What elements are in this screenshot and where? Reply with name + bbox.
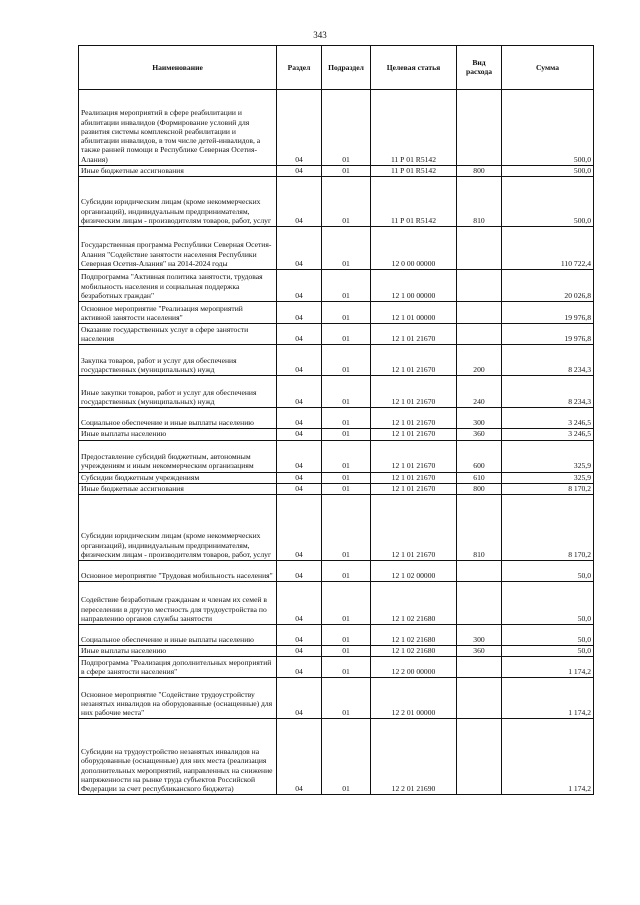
- cell-name: Государственная программа Республики Северная Осетия-Алания "Содействие занятости населения Республики Северная Осетия-Алания" на 2014-2024 годы: [79, 227, 277, 270]
- header-summa: Сумма: [502, 46, 594, 90]
- cell-podrazdel: 01: [322, 678, 371, 719]
- cell-podrazdel: 01: [322, 561, 371, 582]
- table-row: [79, 678, 594, 719]
- cell-celevaya: 12 1 02 21680: [371, 582, 457, 625]
- cell-name: Иные бюджетные ассигнования: [79, 483, 277, 494]
- cell-summa: 500,0: [502, 166, 594, 177]
- cell-podrazdel: 01: [322, 302, 371, 324]
- cell-summa: 8 234,3: [502, 376, 594, 408]
- cell-podrazdel: 01: [322, 472, 371, 483]
- header-podrazdel: Подраздел: [322, 46, 371, 90]
- cell-vid: 600: [457, 440, 502, 472]
- cell-razdel: 04: [277, 90, 322, 166]
- cell-celevaya: 12 1 01 21670: [371, 483, 457, 494]
- budget-table: [78, 45, 594, 795]
- cell-summa: 1 174,2: [502, 657, 594, 678]
- header-vid: Вид расхода: [457, 46, 502, 90]
- cell-name: Содействие безработным гражданам и членам их семей в переселении в другую местность для трудоустройства по направлению органов службы занятости: [79, 582, 277, 625]
- cell-summa: 3 246,5: [502, 408, 594, 429]
- table-row: [79, 166, 594, 177]
- cell-vid: 610: [457, 472, 502, 483]
- cell-vid: 240: [457, 376, 502, 408]
- cell-summa: 19 976,8: [502, 302, 594, 324]
- cell-vid: [457, 582, 502, 625]
- cell-podrazdel: 01: [322, 657, 371, 678]
- cell-celevaya: 12 1 01 00000: [371, 302, 457, 324]
- cell-celevaya: 12 1 01 21670: [371, 345, 457, 376]
- cell-celevaya: 12 2 01 00000: [371, 678, 457, 719]
- cell-summa: 325,9: [502, 472, 594, 483]
- cell-name: Подпрограмма "Реализация дополнительных мероприятий в сфере занятости населения": [79, 657, 277, 678]
- table-row: [79, 440, 594, 472]
- cell-name: Оказание государственных услуг в сфере занятости населения: [79, 324, 277, 345]
- cell-razdel: 04: [277, 408, 322, 429]
- cell-celevaya: 12 1 01 21670: [371, 324, 457, 345]
- cell-vid: 360: [457, 429, 502, 440]
- cell-name: Субсидии юридическим лицам (кроме некоммерческих организаций), индивидуальным предпринимателям, физическим лицам - производителям товаров, работ, услуг: [79, 177, 277, 227]
- header-razdel: Раздел: [277, 46, 322, 90]
- cell-name: Предоставление субсидий бюджетным, автономным учреждениям и иным некоммерческим организациям: [79, 440, 277, 472]
- cell-podrazdel: 01: [322, 429, 371, 440]
- cell-celevaya: 12 1 02 00000: [371, 561, 457, 582]
- cell-summa: 50,0: [502, 625, 594, 646]
- cell-podrazdel: 01: [322, 376, 371, 408]
- cell-razdel: 04: [277, 166, 322, 177]
- cell-vid: [457, 678, 502, 719]
- table-row: [79, 719, 594, 795]
- cell-celevaya: 12 1 01 21670: [371, 376, 457, 408]
- cell-summa: 19 976,8: [502, 324, 594, 345]
- cell-podrazdel: 01: [322, 166, 371, 177]
- header-celevaya: Целевая статья: [371, 46, 457, 90]
- cell-name: Субсидии юридическим лицам (кроме некоммерческих организаций), индивидуальным предпринимателям, физическим лицам - производителям товаров, работ, услуг: [79, 495, 277, 561]
- cell-summa: 1 174,2: [502, 719, 594, 795]
- cell-podrazdel: 01: [322, 90, 371, 166]
- cell-vid: 300: [457, 625, 502, 646]
- cell-name: Основное мероприятие "Содействие трудоустройству незанятых инвалидов на оборудованные (оснащенные) для них рабочие места": [79, 678, 277, 719]
- cell-vid: 360: [457, 646, 502, 657]
- cell-podrazdel: 01: [322, 625, 371, 646]
- cell-name: Иные бюджетные ассигнования: [79, 166, 277, 177]
- cell-name: Основное мероприятие "Трудовая мобильность населения": [79, 561, 277, 582]
- header-name: Наименование: [79, 46, 277, 90]
- table-row: [79, 561, 594, 582]
- cell-celevaya: 12 1 01 21670: [371, 429, 457, 440]
- cell-summa: 500,0: [502, 177, 594, 227]
- cell-podrazdel: 01: [322, 345, 371, 376]
- cell-celevaya: 11 Р 01 R5142: [371, 166, 457, 177]
- cell-vid: [457, 719, 502, 795]
- cell-razdel: 04: [277, 719, 322, 795]
- cell-celevaya: 12 2 01 21690: [371, 719, 457, 795]
- cell-summa: 3 246,5: [502, 429, 594, 440]
- cell-celevaya: 12 1 01 21670: [371, 440, 457, 472]
- table-row: [79, 495, 594, 561]
- cell-vid: [457, 227, 502, 270]
- cell-podrazdel: 01: [322, 324, 371, 345]
- cell-razdel: 04: [277, 324, 322, 345]
- cell-summa: 1 174,2: [502, 678, 594, 719]
- cell-podrazdel: 01: [322, 582, 371, 625]
- cell-summa: 8 170,2: [502, 495, 594, 561]
- table-row: [79, 408, 594, 429]
- table-row: [79, 582, 594, 625]
- cell-podrazdel: 01: [322, 227, 371, 270]
- cell-name: Иные выплаты населению: [79, 429, 277, 440]
- cell-razdel: 04: [277, 429, 322, 440]
- cell-celevaya: 12 1 01 21670: [371, 472, 457, 483]
- cell-celevaya: 12 2 00 00000: [371, 657, 457, 678]
- cell-vid: 800: [457, 483, 502, 494]
- cell-celevaya: 12 1 00 00000: [371, 270, 457, 302]
- cell-summa: 110 722,4: [502, 227, 594, 270]
- cell-vid: 800: [457, 166, 502, 177]
- cell-razdel: 04: [277, 582, 322, 625]
- cell-razdel: 04: [277, 345, 322, 376]
- cell-summa: 500,0: [502, 90, 594, 166]
- table-row: [79, 429, 594, 440]
- cell-razdel: 04: [277, 657, 322, 678]
- cell-razdel: 04: [277, 270, 322, 302]
- table-row: [79, 324, 594, 345]
- table-header-row: [79, 46, 594, 90]
- cell-name: Подпрограмма "Активная политика занятости, трудовая мобильность населения и социальная поддержка безработных граждан": [79, 270, 277, 302]
- cell-razdel: 04: [277, 177, 322, 227]
- cell-summa: 325,9: [502, 440, 594, 472]
- cell-podrazdel: 01: [322, 719, 371, 795]
- cell-podrazdel: 01: [322, 270, 371, 302]
- cell-razdel: 04: [277, 646, 322, 657]
- cell-razdel: 04: [277, 625, 322, 646]
- table-row: [79, 376, 594, 408]
- cell-razdel: 04: [277, 472, 322, 483]
- cell-summa: 50,0: [502, 646, 594, 657]
- cell-podrazdel: 01: [322, 177, 371, 227]
- table-row: [79, 483, 594, 494]
- cell-celevaya: 12 1 02 21680: [371, 625, 457, 646]
- cell-name: Иные выплаты населению: [79, 646, 277, 657]
- cell-podrazdel: 01: [322, 646, 371, 657]
- cell-razdel: 04: [277, 227, 322, 270]
- table-row: [79, 646, 594, 657]
- cell-vid: [457, 90, 502, 166]
- cell-vid: [457, 302, 502, 324]
- cell-vid: [457, 561, 502, 582]
- cell-celevaya: 12 1 01 21670: [371, 408, 457, 429]
- cell-name: Социальное обеспечение и иные выплаты населению: [79, 408, 277, 429]
- cell-celevaya: 12 1 01 21670: [371, 495, 457, 561]
- page-number: 343: [313, 30, 327, 40]
- table-row: [79, 345, 594, 376]
- cell-razdel: 04: [277, 678, 322, 719]
- cell-celevaya: 12 0 00 00000: [371, 227, 457, 270]
- cell-name: Субсидии бюджетным учреждениям: [79, 472, 277, 483]
- cell-podrazdel: 01: [322, 483, 371, 494]
- table-row: [79, 227, 594, 270]
- cell-name: Субсидии на трудоустройство незанятых инвалидов на оборудованные (оснащенные) для них места (реализация дополнительных мероприятий, направленных на снижение напряженности на рынке труда субъектов Российской Федерации за счет республиканского бюджета): [79, 719, 277, 795]
- cell-vid: 810: [457, 495, 502, 561]
- cell-name: Основное мероприятие "Реализация мероприятий активной занятости населения": [79, 302, 277, 324]
- cell-razdel: 04: [277, 440, 322, 472]
- cell-name: Закупка товаров, работ и услуг для обеспечения государственных (муниципальных) нужд: [79, 345, 277, 376]
- cell-vid: 810: [457, 177, 502, 227]
- cell-razdel: 04: [277, 483, 322, 494]
- cell-razdel: 04: [277, 561, 322, 582]
- table-row: [79, 90, 594, 166]
- cell-summa: 8 234,3: [502, 345, 594, 376]
- table-row: [79, 657, 594, 678]
- table-row: [79, 177, 594, 227]
- cell-summa: 20 026,8: [502, 270, 594, 302]
- cell-razdel: 04: [277, 302, 322, 324]
- cell-podrazdel: 01: [322, 408, 371, 429]
- cell-summa: 8 170,2: [502, 483, 594, 494]
- cell-vid: [457, 657, 502, 678]
- table-row: [79, 472, 594, 483]
- cell-name: Иные закупки товаров, работ и услуг для обеспечения государственных (муниципальных) нужд: [79, 376, 277, 408]
- cell-podrazdel: 01: [322, 440, 371, 472]
- table-body: [79, 90, 594, 795]
- cell-name: Реализация мероприятий в сфере реабилитации и абилитации инвалидов (Формирование условий для развития системы комплексной реабилитации и абилитации инвалидов, в том числе детей-инвалидов, а также ранней помощи в Республике Северная Осетия-Алания): [79, 90, 277, 166]
- cell-vid: 300: [457, 408, 502, 429]
- table-row: [79, 270, 594, 302]
- cell-summa: 50,0: [502, 561, 594, 582]
- table-row: [79, 625, 594, 646]
- cell-vid: [457, 324, 502, 345]
- cell-summa: 50,0: [502, 582, 594, 625]
- table-row: [79, 302, 594, 324]
- cell-razdel: 04: [277, 495, 322, 561]
- cell-podrazdel: 01: [322, 495, 371, 561]
- cell-celevaya: 11 Р 01 R5142: [371, 177, 457, 227]
- cell-celevaya: 12 1 02 21680: [371, 646, 457, 657]
- cell-vid: 200: [457, 345, 502, 376]
- cell-celevaya: 11 Р 01 R5142: [371, 90, 457, 166]
- cell-razdel: 04: [277, 376, 322, 408]
- cell-vid: [457, 270, 502, 302]
- cell-name: Социальное обеспечение и иные выплаты населению: [79, 625, 277, 646]
